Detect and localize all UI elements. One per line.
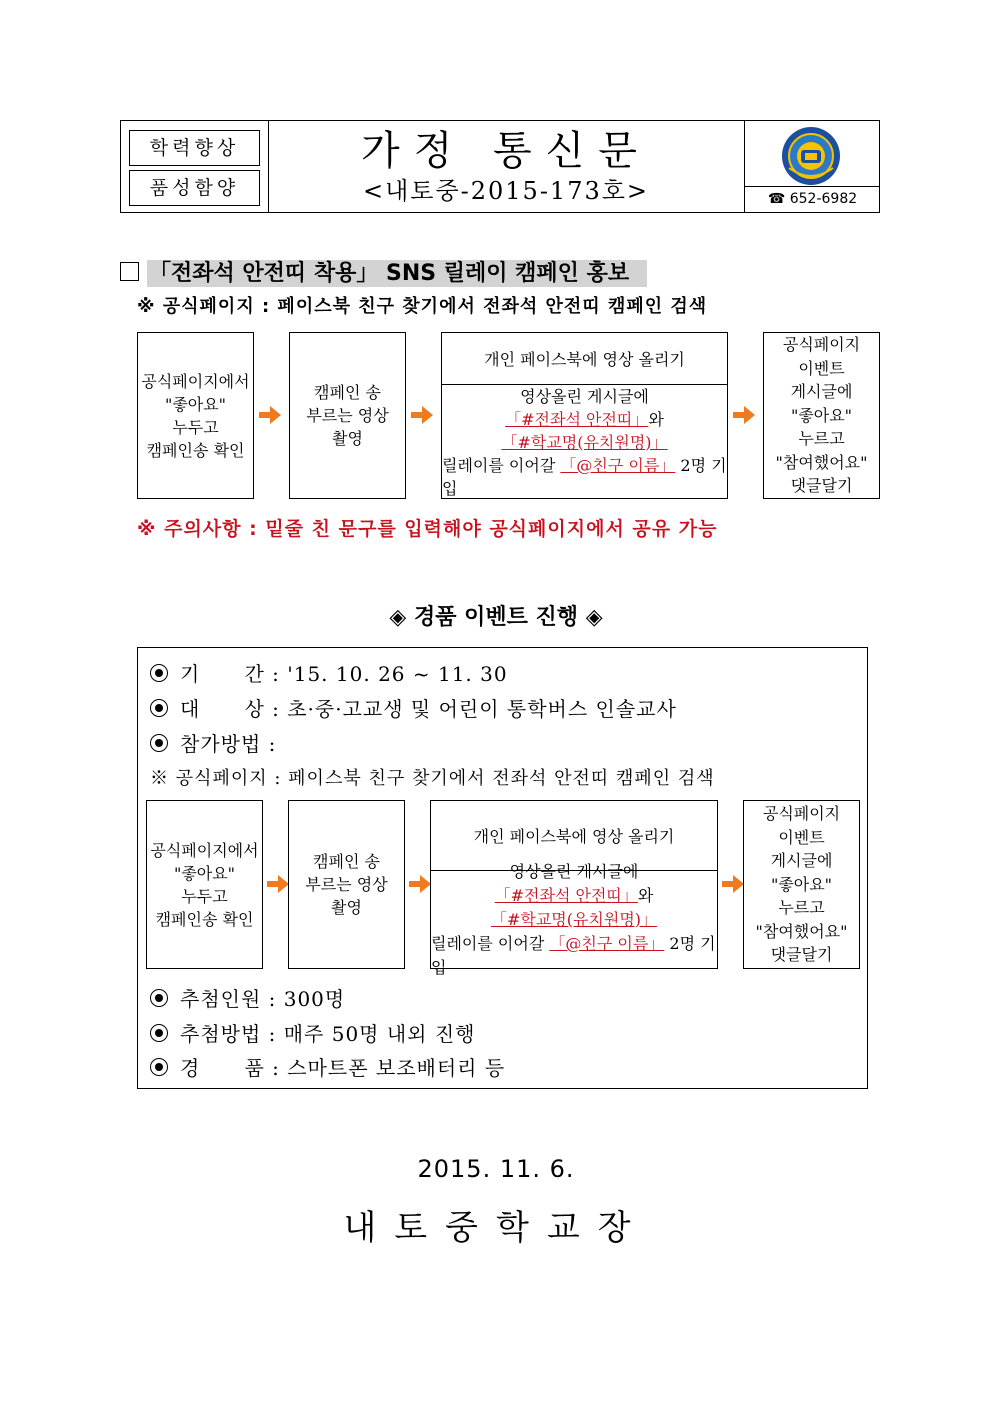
warning-note: ※ 주의사항 : 밑줄 친 문구를 입력해야 공식페이지에서 공유 가능 — [137, 518, 718, 540]
step-text: 와 — [637, 886, 654, 905]
step-text: 릴레이를 이어갈 — [431, 934, 550, 953]
flow-step-comment — [763, 332, 880, 499]
campaign-title-bracket: 「전좌석 안전띠 착용」 — [149, 261, 379, 286]
event-note: ※ 공식페이지 : 페이스북 친구 찾기에서 전좌석 안전띠 캠페인 검색 — [150, 768, 715, 789]
upload-details — [442, 385, 727, 499]
arrow-right-icon — [409, 875, 431, 893]
arrow-right-icon — [722, 875, 744, 893]
step-text: "좋아요" — [790, 405, 853, 425]
flow-step-comment — [743, 800, 860, 969]
step-text: "좋아요" — [164, 394, 227, 414]
step-text — [442, 454, 727, 500]
step-text: 공식페이지 — [782, 335, 861, 355]
event-winners — [150, 983, 345, 1012]
principal-signature: 내토중학교장 — [343, 1208, 649, 1248]
motto-cell — [121, 121, 269, 212]
event-draw-text: 추첨방법 : 매주 50명 내외 진행 — [180, 1022, 476, 1046]
mention-friend: 「@친구 이름」 — [560, 455, 676, 475]
flow-step-record — [289, 332, 406, 499]
step-text: "좋아요" — [173, 863, 236, 883]
issue-number: <내토중-2015-173호> — [362, 177, 650, 205]
step-text: 댓글달기 — [770, 945, 833, 965]
step-text: 2명 기입 — [431, 934, 716, 977]
step-text — [431, 932, 717, 980]
motto-1: 학력향상 — [129, 130, 260, 166]
official-page-note: ※ 공식페이지 : 페이스북 친구 찾기에서 전좌석 안전띠 캠페인 검색 — [137, 296, 708, 317]
motto-2: 품성함양 — [129, 170, 260, 206]
step-text: "참여했어요" — [755, 921, 848, 941]
event-method-text: 참가방법 : — [180, 732, 277, 756]
arrow-right-icon — [411, 406, 433, 424]
step-text: 댓글달기 — [790, 476, 853, 496]
step-text: 캠페인송 확인 — [146, 440, 245, 460]
step-text: 촬영 — [332, 429, 363, 448]
event-prize-text: 경 품 : 스마트폰 보조배터리 등 — [180, 1056, 506, 1080]
step-text: 와 — [648, 409, 664, 429]
arrow-right-icon — [267, 875, 289, 893]
arrow-right-icon — [259, 406, 281, 424]
step-text: 누두고 — [172, 417, 219, 437]
campaign-title-rest: SNS 릴레이 캠페인 홍보 — [378, 261, 630, 286]
checkbox-icon — [120, 262, 139, 281]
step-text: 누르고 — [798, 429, 845, 449]
step-text: 누르고 — [778, 898, 825, 918]
step-text: 영상올린 게시글에 — [520, 386, 649, 406]
event-period — [150, 658, 508, 687]
issue-date: 2015. 11. 6. — [417, 1155, 575, 1183]
step-text: 캠페인송 확인 — [155, 909, 254, 929]
step-text: 누두고 — [181, 886, 228, 906]
arrow-right-icon — [733, 406, 755, 424]
step-text: 캠페인 송 — [314, 383, 381, 402]
event-draw — [150, 1018, 476, 1047]
bullet-icon — [150, 989, 168, 1007]
step-text: 촬영 — [331, 898, 362, 917]
phone-number: ☎ 652-6982 — [745, 186, 880, 213]
flow-step-upload — [430, 800, 718, 977]
event-target — [150, 693, 677, 722]
event-winners-text: 추첨인원 : 300명 — [180, 987, 346, 1011]
bullet-icon — [150, 1058, 168, 1076]
campaign-title — [120, 256, 647, 287]
event-period-text: 기 간 : '15. 10. 26 ~ 11. 30 — [180, 662, 508, 686]
event-prize — [150, 1052, 505, 1081]
step-text: "참여했어요" — [775, 452, 868, 472]
title-cell — [268, 121, 744, 212]
step-text: 게시글에 — [790, 382, 853, 402]
bullet-icon — [150, 699, 168, 717]
step-text: 공식페이지 — [762, 804, 841, 824]
step-text: 부르는 영상 — [306, 406, 389, 425]
bullet-icon — [150, 1024, 168, 1042]
hashtag-school: 「#학교명(유치원명)」 — [490, 910, 658, 929]
step-text: 공식페이지에서 — [141, 371, 250, 391]
step-text: 공식페이지에서 — [150, 840, 259, 860]
upload-details — [431, 862, 717, 977]
flow-step-upload — [441, 332, 728, 499]
event-title: ◈ 경품 이벤트 진행 ◈ — [389, 605, 603, 630]
upload-heading: 개인 페이스북에 영상 올리기 — [431, 801, 717, 871]
header-table — [120, 120, 880, 213]
step-text: "좋아요" — [770, 874, 833, 894]
page-title: 가정 통신문 — [361, 128, 651, 174]
bullet-icon — [150, 664, 168, 682]
flow-step-like — [146, 800, 263, 969]
step-text: 캠페인 송 — [313, 852, 380, 871]
logo-cell — [744, 121, 880, 212]
upload-heading: 개인 페이스북에 영상 올리기 — [442, 333, 727, 385]
event-target-text: 대 상 : 초·중·고교생 및 어린이 통학버스 인솔교사 — [180, 697, 677, 721]
mention-friend: 「@친구 이름」 — [549, 934, 665, 953]
step-text: 이벤트 — [778, 827, 825, 847]
school-logo-icon — [781, 126, 841, 186]
step-text: 영상올린 게시글에 — [509, 862, 639, 881]
step-text — [495, 884, 654, 908]
event-method — [150, 728, 276, 757]
hashtag-seatbelt: 「#전좌석 안전띠」 — [494, 886, 638, 905]
flow-step-like — [137, 332, 254, 499]
step-text: 이벤트 — [798, 358, 845, 378]
hashtag-seatbelt: 「#전좌석 안전띠」 — [505, 409, 649, 429]
step-text: 게시글에 — [770, 851, 833, 871]
hashtag-school: 「#학교명(유치원명)」 — [501, 432, 668, 452]
bullet-icon — [150, 734, 168, 752]
step-text: 릴레이를 이어갈 — [442, 455, 561, 475]
event-box — [137, 647, 868, 1089]
step-text: 부르는 영상 — [305, 875, 388, 894]
step-text: 2명 기입 — [442, 455, 727, 498]
flow-step-record — [288, 800, 405, 969]
step-text — [505, 408, 664, 431]
